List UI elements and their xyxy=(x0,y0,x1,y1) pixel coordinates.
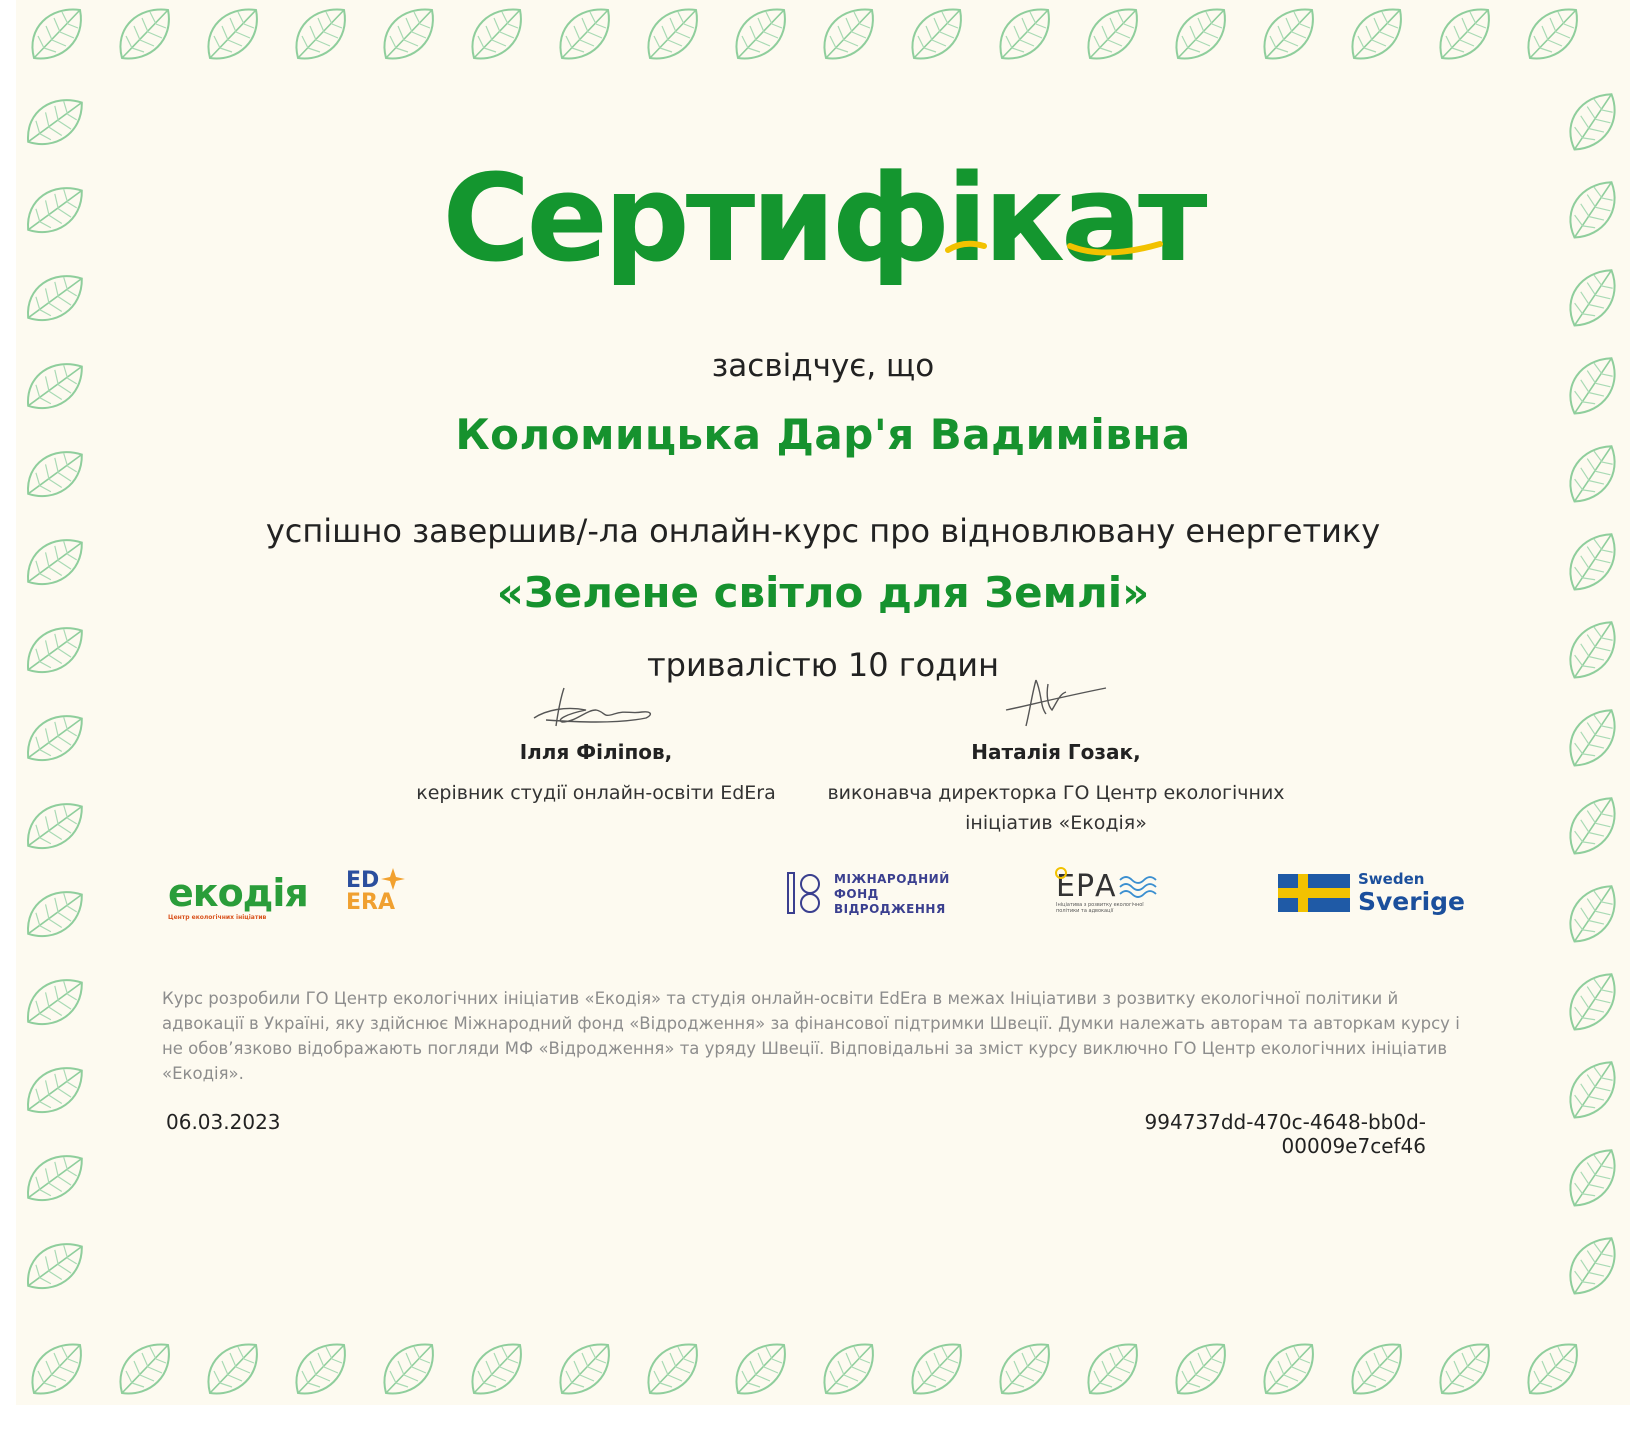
disclaimer-text: Курс розробили ГО Центр екологічних ініціатив «Екодія» та студія онлайн-освіти EdEra в межах Ініціативи з розвитку екологічної політики й адвокації в Україні, яку здійснює Міжнародний фонд «Відродження» за фінансової підтримки Швеції. Думки належать авторам та авторкам курсу і не обов’язково відображають погляди МФ «Відродження» та уряду Швеції. Відповідальні за зміст курсу виключно ГО Центр екологічних ініціатив «Екодія». xyxy=(162,989,1460,1083)
edera-logo-line2: ERA xyxy=(346,890,395,915)
issue-date: 06.03.2023 xyxy=(166,1110,281,1134)
irf-emblem-icon xyxy=(786,870,824,916)
signature-2-icon xyxy=(996,670,1116,730)
signatory-1-name: Ілля Філіпов, xyxy=(519,740,673,764)
irf-line2: ФОНД xyxy=(834,887,879,901)
edera-logo-line1: ED xyxy=(346,868,380,893)
edera-logo xyxy=(346,870,395,914)
signatory-1-role: керівник студії онлайн-освіти EdEra xyxy=(416,782,776,804)
irf-line3: ВІДРОДЖЕННЯ xyxy=(834,902,946,916)
sweden-text: Sweden xyxy=(1358,870,1425,888)
epa-sun-icon xyxy=(1054,866,1068,880)
signatory-2-role-line2: ініціатив «Екодія» xyxy=(965,812,1147,834)
signature-1-icon xyxy=(526,680,666,730)
signatory-2 xyxy=(816,670,1296,838)
recipient-name: Коломицька Дар'я Вадимівна xyxy=(455,410,1191,459)
partner-logos xyxy=(16,868,1630,950)
swedish-flag-icon xyxy=(1278,874,1350,912)
epa-logo xyxy=(1056,869,1151,914)
epa-wave-icon xyxy=(1118,874,1162,898)
edera-spark-icon xyxy=(380,866,406,892)
certificate xyxy=(16,0,1630,1405)
ekodiya-logo-word: екодія xyxy=(168,871,308,915)
signatory-2-name: Наталія Гозак, xyxy=(971,740,1141,764)
ekodiya-logo-sub: Центр екологічних ініціатив xyxy=(168,914,267,921)
completion-text: успішно завершив/-ла онлайн-курс про відновлювану енергетику xyxy=(265,512,1381,550)
certificate-title: Сертифікат xyxy=(442,150,1204,289)
signatory-1 xyxy=(386,680,806,808)
sverige-text: Sverige xyxy=(1358,887,1466,916)
certifies-text: засвідчує, що xyxy=(711,348,935,384)
course-title: «Зелене світло для Землі» xyxy=(496,568,1150,617)
epa-word: ЕРА xyxy=(1056,869,1117,904)
epa-sub: Ініціатива з розвитку екологічної політики та адвокації xyxy=(1056,902,1144,914)
duration-text: тривалістю 10 годин xyxy=(646,646,1000,684)
certificate-id: 994737dd-470c-4648-bb0d-00009e7cef46 xyxy=(1144,1110,1426,1158)
irf-line1: МІЖНАРОДНИЙ xyxy=(834,872,950,886)
signatory-2-role xyxy=(816,778,1296,838)
yellow-swoosh-icon xyxy=(944,236,1164,266)
ekodiya-logo xyxy=(168,871,308,921)
signatory-2-role-line1: виконавча директорка ГО Центр екологічних xyxy=(827,782,1285,804)
